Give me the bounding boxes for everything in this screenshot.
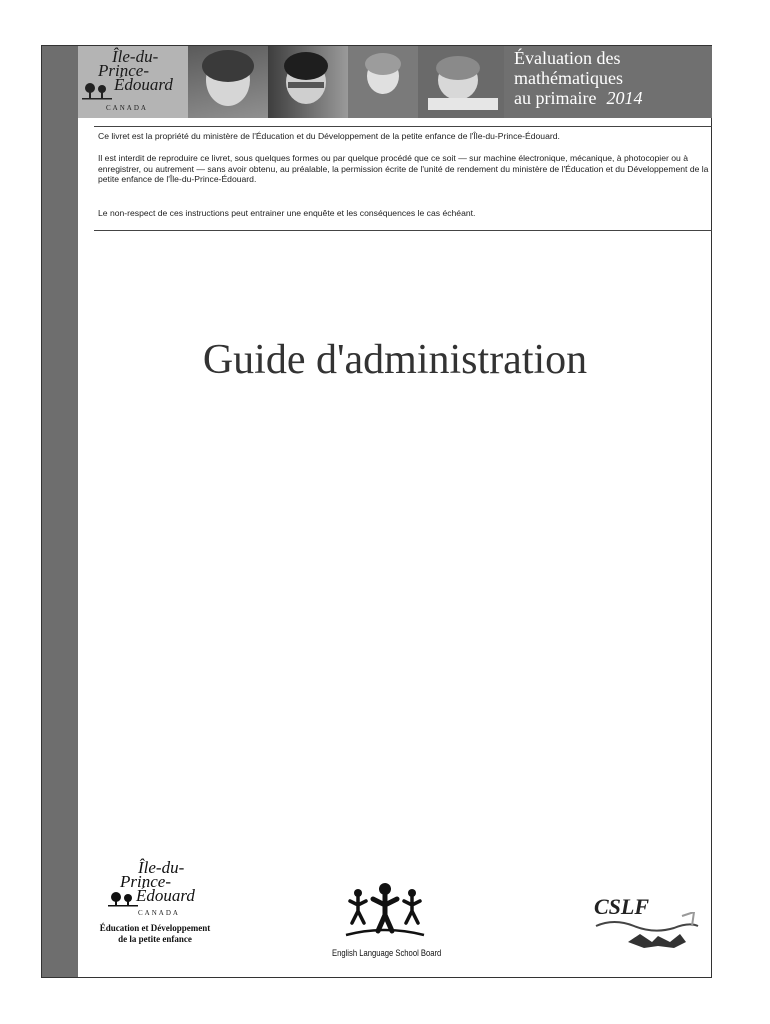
main-title: Guide d'administration xyxy=(202,337,588,383)
reproduction-notice: Il est interdit de reproduire ce livret, sous quelques formes ou par quelque procédé que ce soit — sur machine électronique, mécanique, à photocopier ou à enregistrer, ou autrement — sans avoir obtenu, au préalable, la permission écrite de l'unité de rendement du ministère de l'Éducation et du Développement de la petite enfance de l'Île-du-Prince-Édouard. xyxy=(98,153,709,184)
document-page xyxy=(41,45,712,978)
assessment-title xyxy=(504,46,712,118)
footer-dept-line-2: de la petite enfance xyxy=(118,934,192,944)
footer-tree-icon xyxy=(108,891,138,907)
footer-pei-logo xyxy=(80,858,230,945)
title-line-3: au primaire 2014 xyxy=(514,88,643,108)
ownership-notice: Ce livret est la propriété du ministère de l'Éducation et du Développement de la petite enfance de l'Île-du-Prince-Édouard. xyxy=(98,131,560,141)
elsb-label: English Language School Board xyxy=(332,948,442,958)
header-banner xyxy=(78,46,712,118)
footer-dept-line-1: Éducation et Développement xyxy=(99,923,211,933)
consequence-notice: Le non-respect de ces instructions peut entrainer une enquête et les conséquences le cas échéant. xyxy=(98,208,476,218)
title-year: 2014 xyxy=(606,88,643,108)
tree-icon xyxy=(82,82,112,100)
bottom-rule xyxy=(94,230,712,231)
elsb-figures-icon xyxy=(340,881,430,941)
cslf-label: CSLF xyxy=(594,894,650,919)
title-line-1: Évaluation des xyxy=(514,48,621,68)
footer-cslf-logo xyxy=(594,894,704,920)
footer-pei-logo-text: Île-du- Prince- Édouard xyxy=(120,858,195,905)
pei-logo-text: Île-du- Prince- Édouard xyxy=(98,47,173,94)
cslf-island-icon xyxy=(594,912,700,952)
children-photos xyxy=(188,46,504,118)
top-rule xyxy=(94,126,712,127)
logo-country: CANADA xyxy=(106,104,148,112)
footer-elsb-logo xyxy=(332,881,452,958)
left-sidebar-bar xyxy=(42,46,78,977)
title-line-2: mathématiques xyxy=(514,68,623,88)
footer-logo-country: CANADA xyxy=(138,909,180,917)
pei-logo xyxy=(78,46,188,118)
